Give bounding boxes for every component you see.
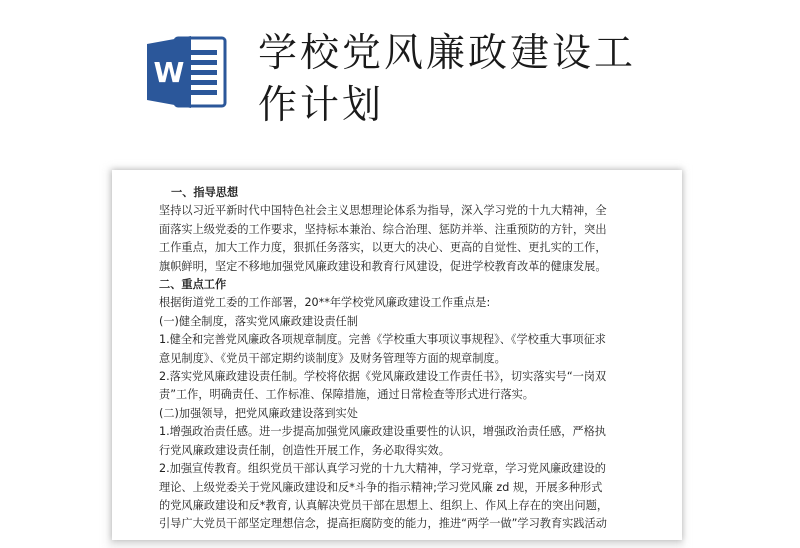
paragraph-line: 1.健全和完善党风廉政各项规章制度。完善《学校重大事项议事规程》、《学校重大事项征求 <box>159 333 606 347</box>
header <box>0 0 800 160</box>
paragraph-line: 行党风廉政建设责任制，创造性开展工作，务必取得实效。 <box>159 443 450 457</box>
document-title <box>258 28 698 132</box>
paragraph-line: 责”工作，明确责任、工作标准、保障措施，通过日常检查等形式进行落实。 <box>159 388 534 402</box>
paragraph-line: 根据街道党工委的工作部署，20**年学校党风廉政建设工作重点是: <box>159 296 491 310</box>
section-heading: 二、重点工作 <box>159 278 227 292</box>
subsection-heading: (二)加强领导，把党风廉政建设落到实处 <box>159 406 358 420</box>
paragraph-line: 旗帜鲜明，坚定不移地加强党风廉政建设和教育行风建设，促进学校教育改革的健康发展。 <box>159 259 607 273</box>
paragraph-line: 工作重点，加大工作力度，狠抓任务落实，以更大的决心、更高的自觉性、更扎实的工作， <box>159 241 607 255</box>
paragraph-line: 2.加强宣传教育。组织党员干部认真学习党的十九大精神，学习党章，学习党风廉政建设的 <box>159 462 606 476</box>
paragraph-line: 意见制度》、《党员干部定期约谈制度》及财务管理等方面的规章制度。 <box>159 351 506 365</box>
paragraph-line: 坚持以习近平新时代中国特色社会主义思想理论体系为指导，深入学习党的十九大精神，全 <box>159 204 607 218</box>
paragraph-line: 理论、上级党委关于党风廉政建设和反*斗争的指示精神;学习党风廉 zd 规，开展多种形式 <box>159 480 603 494</box>
document-content <box>159 184 649 534</box>
document-title-line-1: 学校党风廉政建设工 <box>258 31 637 76</box>
word-icon-letter: W <box>153 56 185 89</box>
document-page <box>112 170 682 540</box>
paragraph-line: 1.增强政治责任感。进一步提高加强党风廉政建设重要性的认识，增强政治责任感，严格执 <box>159 425 606 439</box>
paragraph-line: 引导广大党员干部坚定理想信念，提高拒腐防变的能力，推进“两学一做”学习教育实践活动 <box>159 517 607 531</box>
paragraph-line: 的党风廉政建设和反*教育, 认真解决党员干部在思想上、组织上、作风上存在的突出问题， <box>159 498 609 512</box>
paragraph-line: 2.落实党风廉政建设责任制。学校将依据《党风廉政建设工作责任书》，切实落实号“一岗双 <box>159 370 607 384</box>
subsection-heading: (一)健全制度，落实党风廉政建设责任制 <box>159 314 358 328</box>
section-heading: 一、指导思想 <box>171 186 239 199</box>
document-title-line-2: 作计划 <box>258 83 385 128</box>
word-document-icon <box>145 30 229 114</box>
paragraph-line: 面落实上级党委的工作要求，坚持标本兼治、综合治理、惩防并举、注重预防的方针，突出 <box>159 222 607 236</box>
